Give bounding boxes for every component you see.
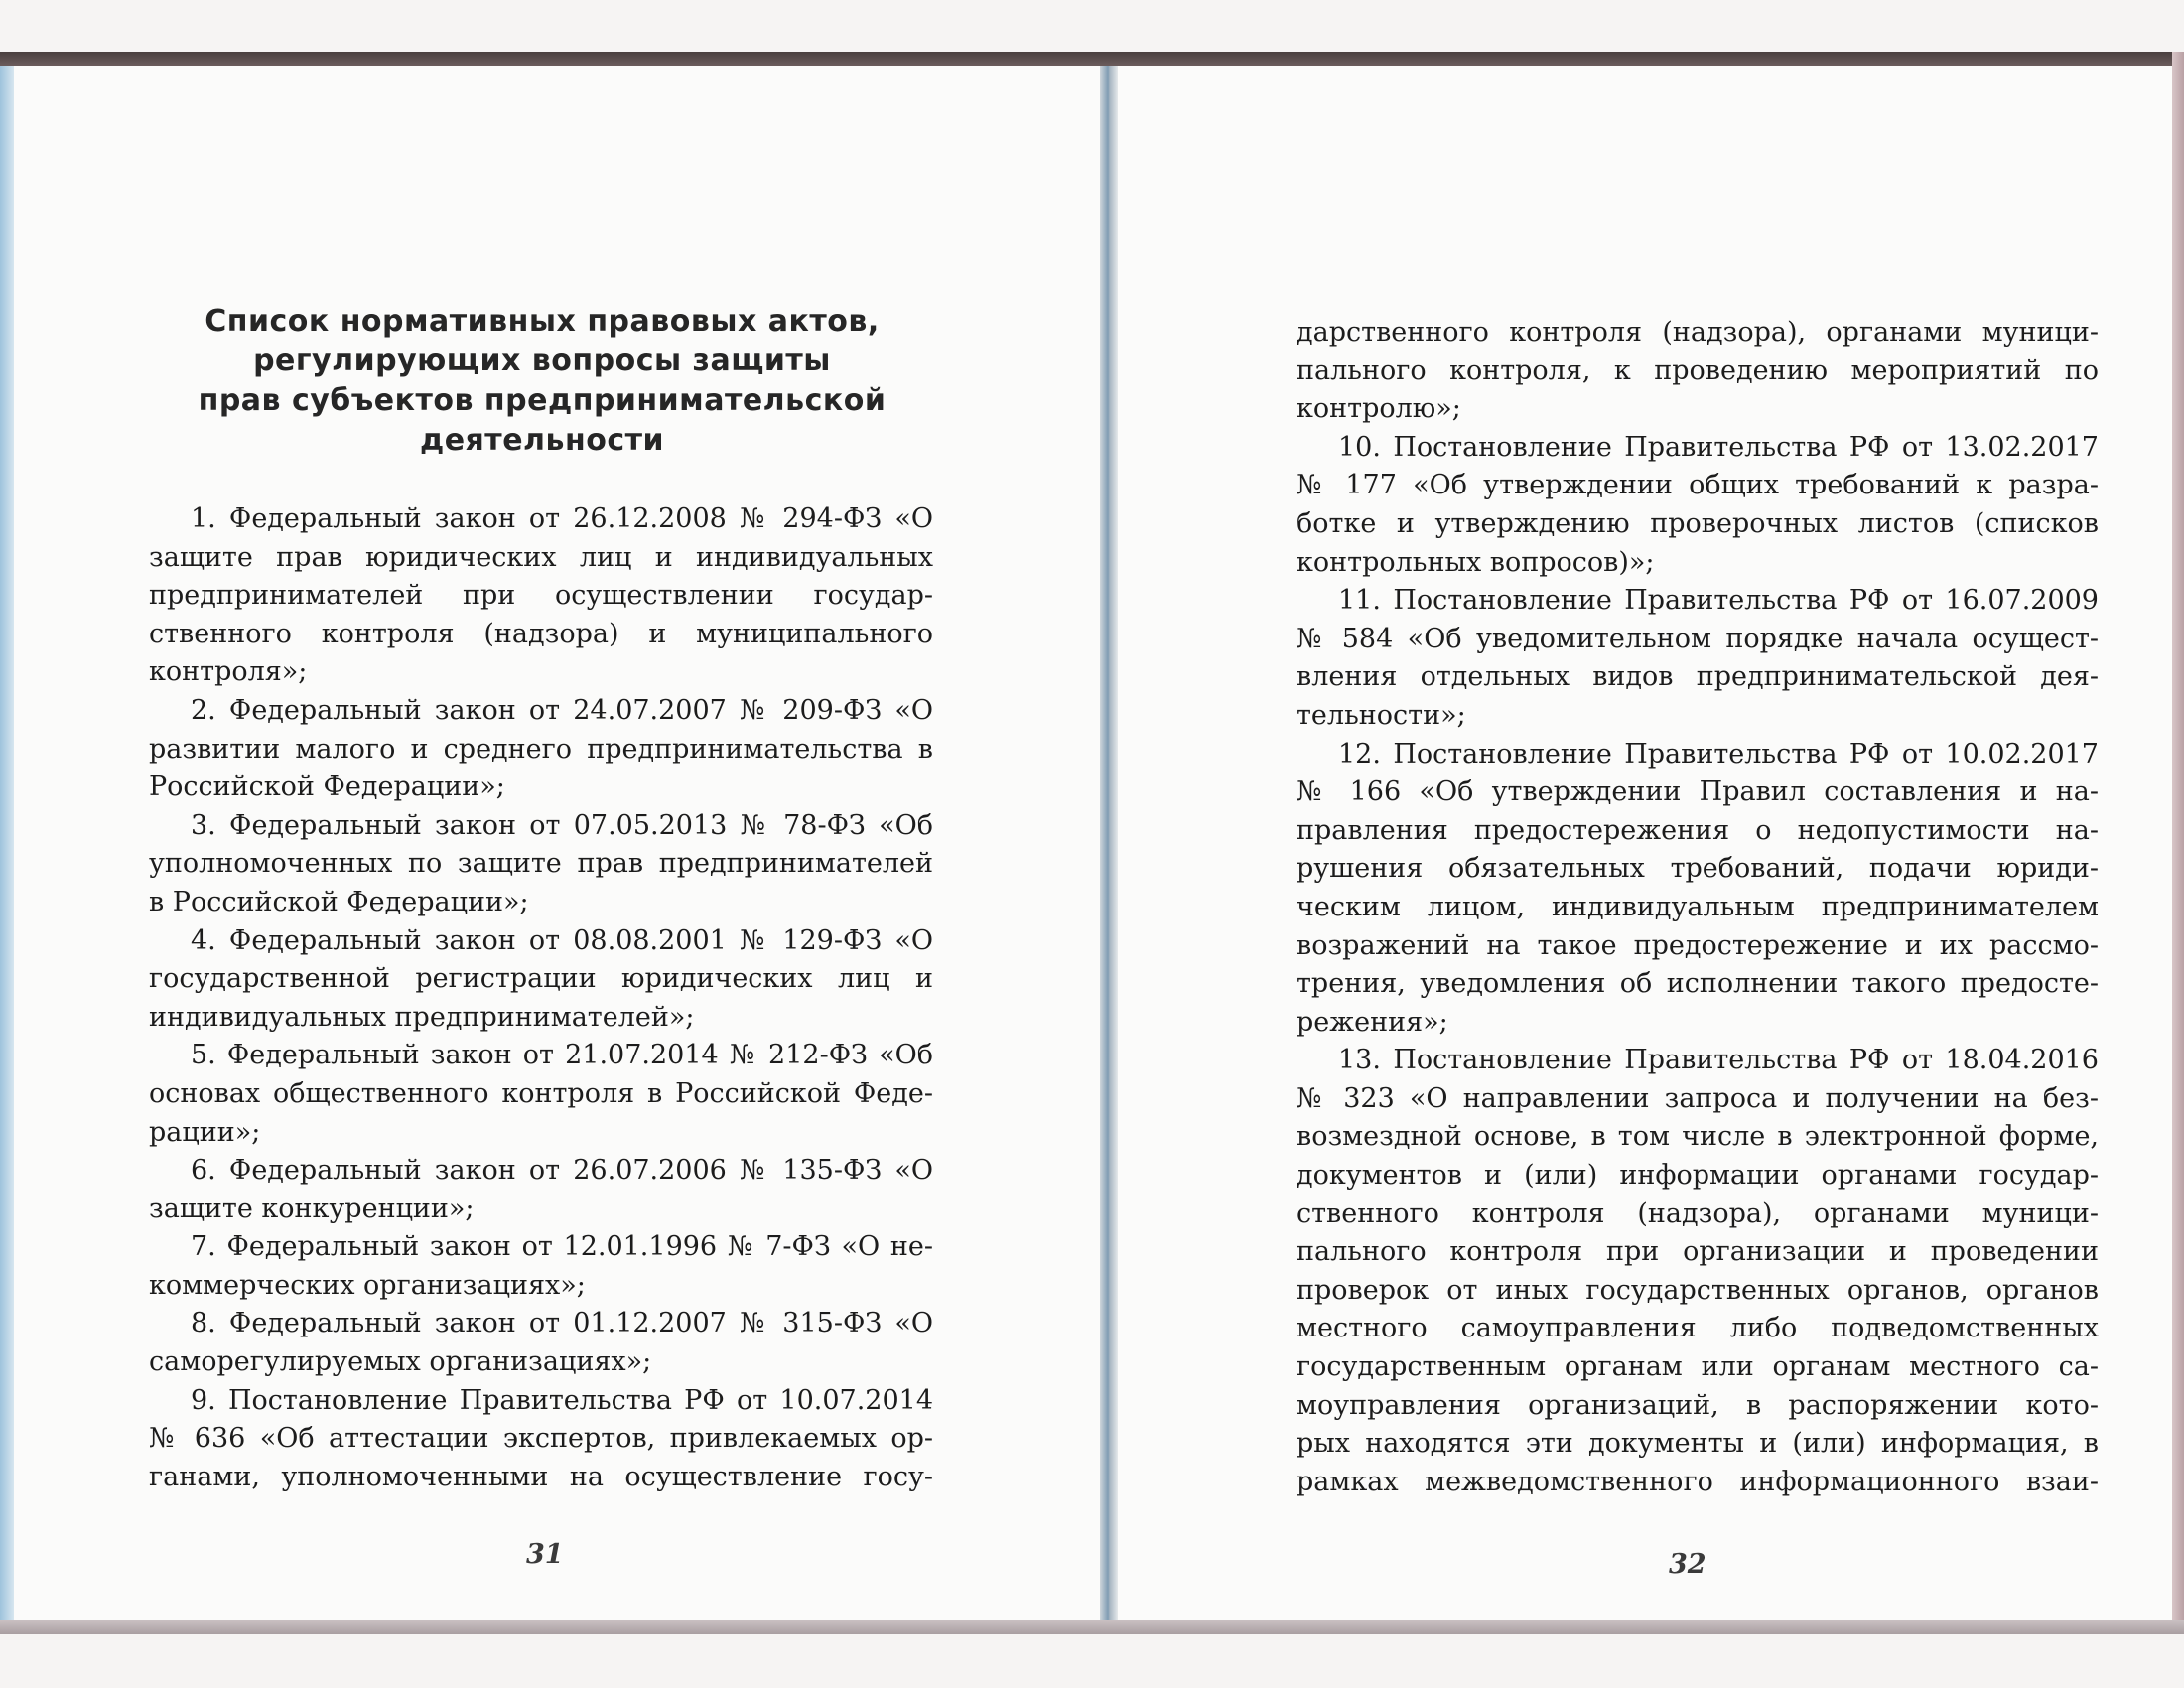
text-line: коммерческих организациях»;	[149, 1269, 586, 1301]
page-heading	[165, 302, 919, 461]
text-line: 1. Федеральный закон от 26.12.2008 № 294-ФЗ «О	[191, 503, 933, 534]
left-page-body	[149, 500, 933, 1496]
text-line: уполномоченных по защите прав предпринимателей	[149, 848, 933, 880]
text-line: 9. Постановление Правительства РФ от 10.07.2014	[191, 1384, 933, 1416]
book-cover-edge-right	[2172, 52, 2184, 1632]
text-line: контроля»;	[149, 656, 308, 688]
right-page-body	[1297, 314, 2099, 1501]
text-line: индивидуальных предпринимателей»;	[149, 1001, 695, 1033]
text-line: правления предостережения о недопустимости на-	[1297, 814, 2099, 846]
text-line: 7. Федеральный закон от 12.01.1996 № 7-ФЗ «О не-	[191, 1231, 933, 1263]
text-line: 12. Постановление Правительства РФ от 10.02.2017	[1338, 738, 2099, 770]
text-line: контрольных вопросов)»;	[1297, 546, 1655, 578]
heading-line: прав субъектов предпринимательской	[198, 383, 887, 418]
text-line: контролю»;	[1297, 393, 1461, 425]
right-page	[1118, 66, 2172, 1620]
text-line: рации»;	[149, 1116, 261, 1148]
text-line: режения»;	[1297, 1006, 1448, 1038]
text-line: пального контроля, к проведению мероприятий по	[1297, 354, 2099, 386]
text-line: местного самоуправления либо подведомственных	[1297, 1313, 2099, 1344]
text-line: № 584 «Об уведомительном порядке начала осущест-	[1297, 623, 2099, 654]
text-line: 10. Постановление Правительства РФ от 13.02.2017	[1338, 431, 2099, 463]
text-line: государственным органам или органам местного са-	[1297, 1351, 2099, 1383]
text-line: саморегулируемых организациях»;	[149, 1346, 652, 1378]
text-line: моуправления организаций, в распоряжении кото-	[1297, 1389, 2099, 1421]
text-line: возражений на такое предостережение и их рассмо-	[1297, 929, 2099, 961]
text-line: в Российской Федерации»;	[149, 886, 529, 917]
text-line: документов и (или) информации органами государ-	[1297, 1160, 2099, 1192]
text-line: пального контроля при организации и проведении	[1297, 1236, 2099, 1268]
text-line: рамках межведомственного информационного взаи-	[1297, 1466, 2099, 1497]
heading-line: регулирующих вопросы защиты	[253, 344, 831, 378]
text-line: 8. Федеральный закон от 01.12.2007 № 315-ФЗ «О	[191, 1308, 933, 1339]
text-line: ботке и утверждению проверочных листов (списков	[1297, 507, 2099, 539]
text-line: ганами, уполномоченными на осуществление госу-	[149, 1461, 933, 1492]
text-line: предпринимателей при осуществлении государ-	[149, 580, 933, 612]
scan-top-edge	[0, 52, 2184, 66]
text-line: ческим лицом, индивидуальным предпринимателем	[1297, 891, 2099, 922]
text-line: государственной регистрации юридических лиц и	[149, 963, 933, 995]
page-number: 31	[526, 1539, 564, 1570]
text-line: ственного контроля (надзора) и муниципального	[149, 618, 933, 649]
text-line: рушения обязательных требований, подачи юриди-	[1297, 853, 2099, 885]
text-line: 4. Федеральный закон от 08.08.2001 № 129-ФЗ «О	[191, 924, 933, 956]
text-line: развитии малого и среднего предпринимательства в	[149, 733, 933, 765]
heading-line: Список нормативных правовых актов,	[205, 304, 880, 339]
text-line: защите прав юридических лиц и индивидуальных	[149, 541, 933, 573]
text-line: № 636 «Об аттестации экспертов, привлекаемых ор-	[149, 1423, 933, 1455]
text-line: № 177 «Об утверждении общих требований к разра-	[1297, 470, 2099, 501]
text-line: защите конкуренции»;	[149, 1193, 475, 1224]
text-line: проверок от иных государственных органов, органов	[1297, 1274, 2099, 1306]
page-number: 32	[1669, 1549, 1706, 1580]
text-line: ственного контроля (надзора), органами муници-	[1297, 1197, 2099, 1229]
text-line: рых находятся эти документы и (или) информация, в	[1297, 1428, 2099, 1460]
text-line: вления отдельных видов предпринимательской дея-	[1297, 661, 2099, 693]
text-line: возмездной основе, в том числе в электронной форме,	[1297, 1121, 2099, 1153]
text-line: 13. Постановление Правительства РФ от 18.04.2016	[1338, 1045, 2099, 1076]
text-line: основах общественного контроля в Российской Феде-	[149, 1077, 933, 1109]
text-line: дарственного контроля (надзора), органами муници-	[1297, 317, 2099, 348]
text-line: 11. Постановление Правительства РФ от 16.07.2009	[1338, 585, 2099, 617]
text-line: 6. Федеральный закон от 26.07.2006 № 135-ФЗ «О	[191, 1155, 933, 1187]
text-line: № 323 «О направлении запроса и получении на без-	[1297, 1082, 2099, 1114]
text-line: № 166 «Об утверждении Правил составления и на-	[1297, 776, 2099, 808]
left-page	[14, 66, 1100, 1620]
text-line: 3. Федеральный закон от 07.05.2013 № 78-ФЗ «Об	[191, 809, 933, 841]
scan-bottom-edge	[0, 1620, 2184, 1634]
text-line: тельности»;	[1297, 699, 1466, 731]
heading-line: деятельности	[419, 423, 665, 458]
text-line: трения, уведомления об исполнении такого предосте-	[1297, 968, 2099, 1000]
text-line: Российской Федерации»;	[149, 772, 505, 803]
book-gutter	[1100, 66, 1118, 1620]
text-line: 5. Федеральный закон от 21.07.2014 № 212-ФЗ «Об	[191, 1040, 933, 1071]
book-cover-edge-left	[0, 66, 14, 1622]
text-line: 2. Федеральный закон от 24.07.2007 № 209-ФЗ «О	[191, 694, 933, 726]
